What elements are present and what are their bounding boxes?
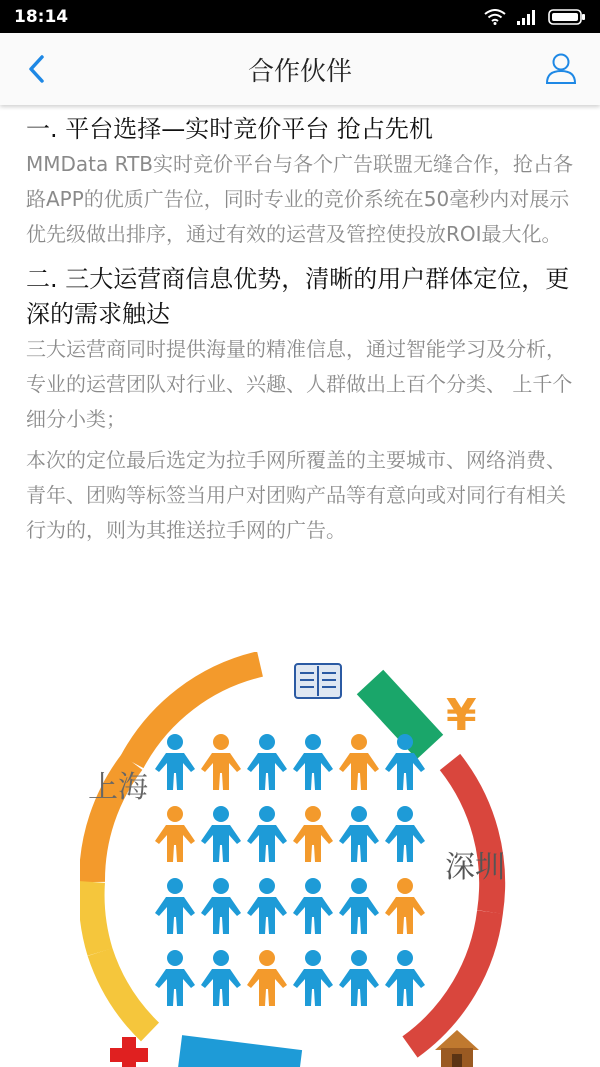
battery-icon: [548, 9, 586, 25]
back-chevron-icon[interactable]: [22, 53, 54, 85]
status-bar: [0, 0, 600, 33]
ring-segment-red-low: [410, 912, 490, 1047]
signal-icon: [516, 9, 538, 25]
label-shanghai: 上海: [88, 770, 148, 805]
targeting-infographic: [80, 652, 520, 1067]
person-icon: [155, 806, 195, 862]
person-icon: [385, 806, 425, 862]
person-icon: [293, 734, 333, 790]
person-icon: [339, 734, 379, 790]
person-icon: [247, 806, 287, 862]
person-icon: [339, 878, 379, 934]
section-1-heading: 一. 平台选择—实时竞价平台 抢占先机: [26, 115, 433, 143]
wifi-icon: [484, 9, 506, 25]
person-icon: [339, 950, 379, 1006]
ring-segment-yellow-low: [100, 952, 150, 1032]
person-icon: [247, 950, 287, 1006]
person-icon: [201, 878, 241, 934]
person-icon: [293, 950, 333, 1006]
book-icon: [295, 664, 341, 698]
ring-segment-yellow: [92, 882, 100, 952]
status-time: 18:14: [14, 6, 69, 27]
person-icon: [385, 878, 425, 934]
person-icon: [155, 950, 195, 1006]
label-shenzhen: 深圳: [445, 850, 505, 885]
user-profile-icon[interactable]: [544, 51, 578, 85]
person-icon: [155, 734, 195, 790]
section-2-paragraph-2: 本次的定位最后选定为拉手网所覆盖的主要城市、网络消费、青年、团购等标签当用户对团购产品等有意向或对同行有相关行为的，则为其推送拉手网的广告。: [26, 448, 566, 542]
section-1-paragraph: MMData RTB实时竞价平台与各个广告联盟无缝合作，抢占各路APP的优质广告位，同时专业的竞价系统在50毫秒内对展示优先级做出排序，通过有效的运营及管控使投放ROI最大化。: [26, 152, 574, 246]
person-icon: [339, 806, 379, 862]
person-icon: [155, 878, 195, 934]
person-icon: [247, 734, 287, 790]
page-title: 合作伙伴: [247, 56, 352, 87]
person-icon: [293, 806, 333, 862]
person-icon: [201, 950, 241, 1006]
article-content: [26, 112, 574, 548]
infographic-image: [80, 652, 520, 1067]
person-icon: [201, 734, 241, 790]
app-bar: [0, 33, 600, 105]
yen-icon: ¥: [446, 690, 477, 741]
person-icon: [293, 878, 333, 934]
medical-cross-icon: [110, 1037, 148, 1067]
ring-segment-blue: [180, 1052, 300, 1067]
ring-segment-orange: [132, 664, 260, 762]
people-grid: [155, 734, 425, 1006]
section-2-paragraph-1: 三大运营商同时提供海量的精准信息，通过智能学习及分析，专业的运营团队对行业、兴趣、人群做出上百个分类、 上千个细分小类；: [26, 337, 573, 431]
person-icon: [385, 950, 425, 1006]
person-icon: [201, 806, 241, 862]
person-icon: [247, 878, 287, 934]
ring-segment-red: [450, 762, 492, 912]
section-2-heading: 二. 三大运营商信息优势，清晰的用户群体定位，更深的需求触达: [26, 265, 570, 328]
